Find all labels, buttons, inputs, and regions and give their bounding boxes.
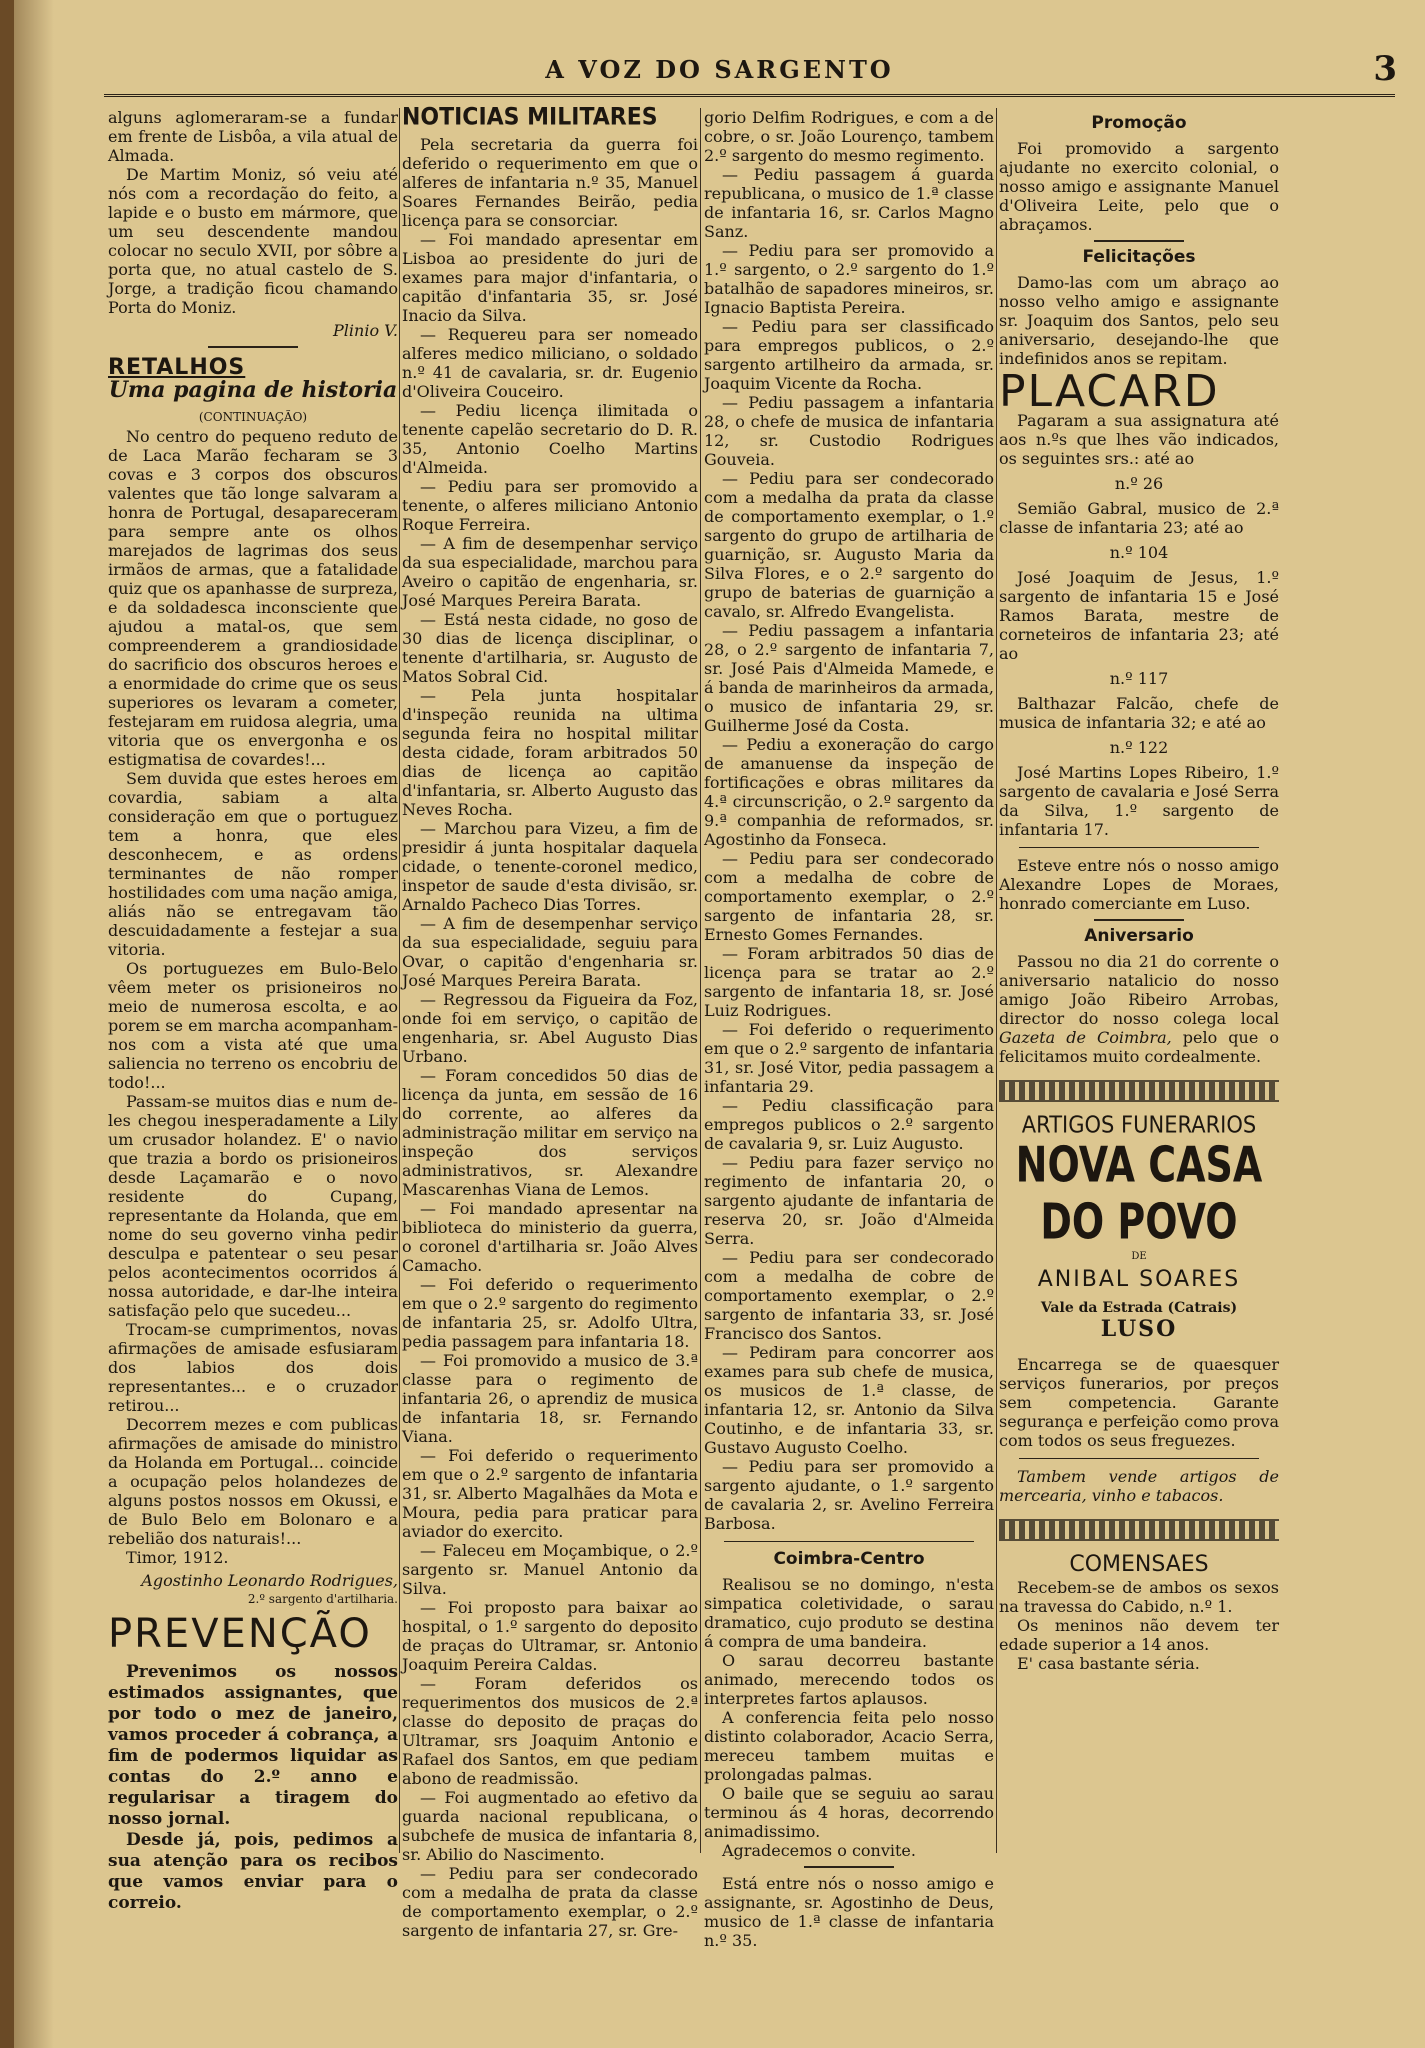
news-item: — Pediu licença ilimitada o tenente capelão secretario do D. R. 35, Antonio Coelho Martins d'Almeida. xyxy=(402,401,698,477)
news-item: — Foi deferido o requerimento em que o 2.º sargento do regimento de infantaria 25, sr. Adolfo Ultra, pedia passagem para infantaria 18. xyxy=(402,1275,698,1351)
news-item: — Foi promovido a musico de 3.ª classe para o regimento de infantaria 26, o aprendiz de musica de infantaria 18, sr. Fernando Viana. xyxy=(402,1351,698,1446)
article-paragraph: Sem duvida que estes heroes em covardia, sabiam a alta consideração em que o portuguez tem a honra, que eles desconhecem, e as ordens terminantes de não romper hostilidades com uma nação amiga, aliás não se entregavam tão descuidadamente a festejar a sua vitoria. xyxy=(108,769,398,959)
placard-entry: Semião Gabral, musico de 2.ª classe de infantaria 23; até ao xyxy=(999,499,1279,537)
prevencao-title: PREVENÇÃO xyxy=(108,1611,372,1657)
news-item: — Pediu para ser condecorado com a medalha da prata da classe de comportamento exemplar, o 1.º sargento do grupo de artilharia de guarnição, sr. Augusto Maria da Silva Flores, e o 2.º sargento do grupo de baterias de guarnição a cavalo, sr. Alfredo Evangelista. xyxy=(704,469,994,621)
column-3 xyxy=(704,108,994,1950)
column-4 xyxy=(999,108,1279,1673)
article-paragraph: De Martim Moniz, só veiu até nós com a recordação do feito, a lapide e o busto em mármore, que um seu descendente mandou colocar no seculo XVII, por sôbre a porta que, no atual castelo de S. Jorge, a tradição ficou chamando Porta do Moniz. xyxy=(108,165,398,317)
news-item: — Pediu classificação para empregos publicos o 2.º sargento de cavalaria 9, sr. Luiz Augusto. xyxy=(704,1096,994,1153)
placard-entry: José Martins Lopes Ribeiro, 1.º sargento de cavalaria e José Serra da Silva, 1.º sargento de infantaria 17. xyxy=(999,763,1279,839)
ad-town: LUSO xyxy=(1100,1316,1178,1342)
promocao-text: Foi promovido a sargento ajudante no exercito colonial, o nosso amigo e assignante Manuel d'Oliveira Leite, pelo que o abraçamos. xyxy=(999,139,1279,234)
news-item: — Foi mandado apresentar na biblioteca do ministerio da guerra, o coronel d'artilharia sr. João Alves Camacho. xyxy=(402,1199,698,1275)
news-item: Está entre nós o nosso amigo e assignante, sr. Agostinho de Deus, musico de 1.ª classe de infantaria n.º 35. xyxy=(704,1874,994,1950)
news-item: — Pediu para ser condecorado com a medalha de cobre de comportamento exemplar, o 2.º sargento de infantaria 33, sr. José Francisco dos Santos. xyxy=(704,1248,994,1343)
coimbra-paragraph: Realisou se no domingo, n'esta simpatica coletividade, o sarau dramatico, cujo produto se destina á compra de uma bandeira. xyxy=(704,1575,994,1651)
column-divider xyxy=(996,108,997,1853)
column-divider xyxy=(700,108,701,1853)
author-name: Agostinho Leonardo Rodrigues, xyxy=(141,1571,398,1590)
section-title-felicitacoes: Felicitações xyxy=(1082,247,1196,267)
news-item: — Está nesta cidade, no goso de 30 dias de licença disciplinar, o tenente d'artilharia, sr. Augusto de Matos Sobral Cid. xyxy=(402,610,698,686)
placard-intro: Pagaram a sua assignatura até aos n.ºs que lhes vão indicados, os seguintes srs.: até ao xyxy=(999,411,1279,468)
news-item: — Foi deferido o requerimento em que o 2.º sargento de infantaria 31, sr. José Vitor, pedia passagem a infantaria 29. xyxy=(704,1020,994,1096)
news-item: — Faleceu em Moçambique, o 2.º sargento sr. Manuel Antonio da Silva. xyxy=(402,1541,698,1598)
news-item: — Foram arbitrados 50 dias de licença para se tratar ao 2.º sargento de infantaria 18, sr. José Luiz Rodrigues. xyxy=(704,944,994,1020)
author-rank: 2.º sargento d'artilharia. xyxy=(247,1592,398,1606)
visit-text: Esteve entre nós o nosso amigo Alexandre Lopes de Moraes, honrado comerciante em Luso. xyxy=(999,856,1279,913)
news-item: gorio Delfim Rodrigues, e com a de cobre, o sr. João Lourenço, tambem 2.º sargento do mesmo regimento. xyxy=(704,108,994,165)
news-item: — Pediu para ser classificado para empregos publicos, o 2.º sargento artilheiro da armada, sr. Joaquim Vicente da Rocha. xyxy=(704,317,994,393)
news-item: — A fim de desempenhar serviço da sua especialidade, marchou para Aveiro o capitão de engenharia, sr. José Marques Pereira Barata. xyxy=(402,534,698,610)
news-item: Pela secretaria da guerra foi deferido o requerimento em que o alferes de infantaria n.º 35, Manuel Soares Fernandes Beirão, pedia licença para se consorciar. xyxy=(402,135,698,230)
column-divider xyxy=(399,108,400,1853)
article-subtitle: Uma pagina de historia xyxy=(108,377,398,403)
comensaes-text: Recebem-se de ambos os sexos na travessa do Cabido, n.º 1. xyxy=(999,1578,1279,1616)
divider xyxy=(1094,240,1184,242)
placard-entry: Balthazar Falcão, chefe de musica de infantaria 32; e até ao xyxy=(999,694,1279,732)
news-item: — Foi proposto para baixar ao hospital, o 1.º sargento do deposito de praças do Ultramar, sr. Antonio Joaquim Pereira Caldas. xyxy=(402,1598,698,1674)
column-2 xyxy=(402,103,698,1940)
news-item: — Foi augmentado ao efetivo da guarda nacional republicana, o subchefe de musica de infantaria 8, sr. Abilio do Nascimento. xyxy=(402,1788,698,1864)
article-paragraph: Passam-se muitos dias e num de-les chegou inesperadamente a Lily um crusador holandez. E' o navio que trazia a bordo os prisioneiros desde Laçamarão e o novo residente do Cupang, representante da Holanda, que em nome do seu governo vinha pedir desculpa e patentear o seu pesar pelos acontecimentos ocorridos á nossa autoridade, e dar-lhe inteira satisfação pelo que sucedeu... xyxy=(108,1092,398,1320)
coimbra-paragraph: O baile que se seguiu ao sarau terminou ás 4 horas, decorrendo animadissimo. xyxy=(704,1784,994,1841)
news-item: — Marchou para Vizeu, a fim de presidir á junta hospitalar daquela cidade, o tenente-coronel medico, inspetor de saude d'esta divisão, sr. Arnaldo Pacheco Dias Torres. xyxy=(402,819,698,914)
news-item: — Pediu para ser condecorado com a medalha de cobre de comportamento exemplar, o 2.º sargento de infantaria 28, sr. Ernesto Gomes Fernandes. xyxy=(704,849,994,944)
coimbra-paragraph: A conferencia feita pelo nosso distinto colaborador, Acacio Serra, mereceu tambem muitas e prolongadas palmas. xyxy=(704,1708,994,1784)
divider xyxy=(804,1866,894,1868)
aniversario-text-start: Passou no dia 21 do corrente o aniversario natalicio do nosso amigo João Ribeiro Arrobas, director do nosso colega local xyxy=(999,952,1279,1028)
felicitacoes-text: Damo-las com um abraço ao nosso velho amigo e assignante sr. Joaquim dos Santos, pelo seu aniversario, desejando-lhe que indefinidos anos se repitam. xyxy=(999,273,1279,368)
divider xyxy=(208,346,298,348)
divider xyxy=(1019,847,1259,848)
article-paragraph: Trocam-se cumprimentos, novas afirmações de amisade esfusiaram dos labios dos dois representantes... e o cruzador retirou... xyxy=(108,1320,398,1415)
news-item: — Pela junta hospitalar d'inspeção reunida na ultima segunda feira no hospital militar desta cidade, foram arbitrados 50 dias de licença ao capitão d'infantaria, sr. Alberto Augusto das Neves Rocha. xyxy=(402,686,698,819)
ad-address: Vale da Estrada (Catrais) xyxy=(1040,1300,1238,1316)
placard-number: n.º 104 xyxy=(1109,543,1169,562)
placard-number: n.º 122 xyxy=(1109,738,1169,757)
page-number: 3 xyxy=(1373,49,1397,89)
prevencao-paragraph: Desde já, pois, pedimos a sua atenção para os recibos que vamos enviar para o correio. xyxy=(108,1830,398,1913)
place-date: Timor, 1912. xyxy=(126,1548,229,1567)
section-title-retalhos: RETALHOS xyxy=(108,355,246,380)
divider xyxy=(1019,1458,1259,1459)
news-item: — Pediu passagem a infantaria 28, o 2.º sargento de infantaria 7, sr. José Pais d'Almeida Mamede, e á banda de marinheiros da armada, o musico de infantaria 29, sr. Guilherme José da Costa. xyxy=(704,621,994,735)
aniversario-text xyxy=(999,952,1279,1066)
ornamental-border xyxy=(999,1519,1279,1541)
nova-casa-title: NOVA CASA DO POVO xyxy=(1015,1135,1263,1251)
news-item: — Pediu para fazer serviço no regimento de infantaria 20, o sargento ajudante de infantaria de reserva 20, sr. João d'Almeida Serra. xyxy=(704,1153,994,1248)
ad-owner: ANIBAL SOARES xyxy=(1037,1267,1241,1292)
newspaper-title: A VOZ DO SARGENTO xyxy=(545,55,894,84)
ad-extra: Tambem vende artigos de mercearia, vinho e tabacos. xyxy=(999,1467,1279,1505)
divider xyxy=(724,1541,974,1542)
news-item: — Pediu a exoneração do cargo de amanuense da inspeção de fortificações e obras militares da 4.ª circunscrição, o 2.º sargento da 9.ª companhia de reformados, sr. Agostinho da Fonseca. xyxy=(704,735,994,849)
article-paragraph: alguns aglomeraram-se a fundar em frente de Lisbôa, a vila atual de Almada. xyxy=(108,108,398,165)
ad-connector: DE xyxy=(1131,1251,1147,1262)
section-title-promocao: Promoção xyxy=(1091,113,1187,133)
article-paragraph: Decorrem mezes e com publicas afirmações de amisade do ministro da Holanda em Portugal... coincide a ocupação pelos holandezes de alguns postos nossos em Okussi, e de Bulo Belo em Bolonaro e a rebelião dos naturais!... xyxy=(108,1415,398,1548)
article-signature: Plinio V. xyxy=(333,321,398,340)
placard-title: PLACARD xyxy=(999,366,1220,417)
news-item: — Pediu passagem a infantaria 28, o chefe de musica de infantaria 12, sr. Custodio Rodrigues Gouveia. xyxy=(704,393,994,469)
news-item: — Pediram para concorrer aos exames para sub chefe de musica, os musicos de 1.ª classe, de infantaria 12, sr. Antonio da Silva Coutinho, e de infantaria 33, sr. Gustavo Augusto Coelho. xyxy=(704,1343,994,1457)
section-title-coimbra: Coimbra-Centro xyxy=(773,1549,925,1569)
prevencao-paragraph: Prevenimos os nossos estimados assignantes, que por todo o mez de janeiro, vamos proceder á cobrança, a fim de podermos liquidar as contas do 2.º anno e regularisar a tiragem do nosso jornal. xyxy=(108,1662,398,1829)
news-item: — Requereu para ser nomeado alferes medico miliciano, o soldado n.º 41 de cavalaria, sr. dr. Eugenio d'Oliveira Couceiro. xyxy=(402,325,698,401)
placard-number: n.º 26 xyxy=(1114,474,1164,493)
header-rule xyxy=(104,94,1395,97)
news-item: — Pediu passagem á guarda republicana, o musico de 1.ª classe de infantaria 16, sr. Carlos Magno Sanz. xyxy=(704,165,994,241)
news-item: — Foi mandado apresentar em Lisboa ao presidente do juri de exames para major d'infantaria, o capitão d'infantaria 35, sr. José Inacio da Silva. xyxy=(402,230,698,325)
section-title-noticias: NOTICIAS MILITARES xyxy=(402,103,658,132)
section-title-aniversario: Aniversario xyxy=(1084,926,1194,946)
news-item: — Foi deferido o requerimento em que o 2.º sargento de infantaria 31, sr. Alberto Magalhães da Mota e Moura, pedia para praticar para aviador do exercito. xyxy=(402,1446,698,1541)
newspaper-name: Gazeta de Coimbra, xyxy=(999,1028,1172,1047)
news-item: — Foram deferidos os requerimentos dos musicos de 2.ª classe do deposito de praças do Ultramar, srs Joaquim Antonio e Rafael dos Santos, em que pediam abono de readmissão. xyxy=(402,1674,698,1788)
ad-text: Encarrega se de quaesquer serviços funerarios, por preços sem competencia. Garante segurança e perfeição como prova com todos os seus freguezes. xyxy=(999,1355,1279,1450)
column-1 xyxy=(108,108,398,1914)
artigos-funerarios-title: ARTIGOS FUNERARIOS xyxy=(1021,1111,1257,1139)
page-header xyxy=(14,49,1425,89)
divider xyxy=(1094,919,1184,921)
placard-number: n.º 117 xyxy=(1109,669,1169,688)
news-item: — Pediu para ser condecorado com a medalha de prata da classe de comportamento exemplar, o 2.º sargento de infantaria 27, sr. Gre- xyxy=(402,1864,698,1940)
comensaes-text: Os meninos não devem ter edade superior a 14 anos. xyxy=(999,1616,1279,1654)
aniversario-text-end: pelo que o felicitamos muito cordealmente. xyxy=(999,1028,1279,1066)
comensaes-title: COMENSAES xyxy=(1069,1552,1209,1577)
continuation-label: (CONTINUAÇÃO) xyxy=(198,410,308,424)
news-item: — Pediu para ser promovido a 1.º sargento, o 2.º sargento do 1.º batalhão de sapadores mineiros, sr. Ignacio Baptista Pereira. xyxy=(704,241,994,317)
news-item: — Pediu para ser promovido a tenente, o alferes miliciano Antonio Roque Ferreira. xyxy=(402,477,698,534)
placard-entry: José Joaquim de Jesus, 1.º sargento de infantaria 15 e José Ramos Barata, mestre de corneteiros de infantaria 23; até ao xyxy=(999,568,1279,663)
coimbra-paragraph: Agradecemos o convite. xyxy=(722,1841,916,1860)
ornamental-border xyxy=(999,1080,1279,1102)
news-item: — A fim de desempenhar serviço da sua especialidade, seguiu para Ovar, o capitão d'engenharia sr. José Marques Pereira Barata. xyxy=(402,914,698,990)
coimbra-paragraph: O sarau decorreu bastante animado, merecendo todos os interpretes fartos aplausos. xyxy=(704,1651,994,1708)
comensaes-text: E' casa bastante séria. xyxy=(1017,1654,1200,1673)
newspaper-page xyxy=(14,0,1425,2048)
news-item: — Pediu para ser promovido a sargento ajudante, o 1.º sargento de cavalaria 2, sr. Avelino Ferreira Barbosa. xyxy=(704,1457,994,1533)
article-paragraph: Os portuguezes em Bulo-Belo vêem meter os prisioneiros no meio de numerosa escolta, e ao porem se em marcha acompanham-nos com a vista até que uma saliencia no terreno os encobriu de todo!... xyxy=(108,959,398,1092)
news-item: — Regressou da Figueira da Foz, onde foi em serviço, o capitão de engenharia, sr. Abel Augusto Dias Urbano. xyxy=(402,990,698,1066)
news-item: — Foram concedidos 50 dias de licença da junta, em sessão de 16 do corrente, ao alferes da administração militar em serviço na inspeção dos serviços administrativos, sr. Alexandre Mascarenhas Viana de Lemos. xyxy=(402,1066,698,1199)
article-paragraph: No centro do pequeno reduto de de Laca Marão fecharam se 3 covas e 3 corpos dos obscuros valentes que tão longe salvaram a honra de Portugal, desapareceram para sempre ante os olhos marejados de lagrimas dos seus irmãos de armas, que a fatalidade quiz que os apanhasse de surpreza, e da soldadesca inconsciente que ajudou a matal-os, que sem compreenderem a grandiosidade do sacrificio dos obscuros heroes e a enormidade do crime que os seus superiores os levaram a cometer, festejaram em ruidosa alegria, uma vitoria que os envergonha e os estigmatisa de covardes!... xyxy=(108,427,398,769)
